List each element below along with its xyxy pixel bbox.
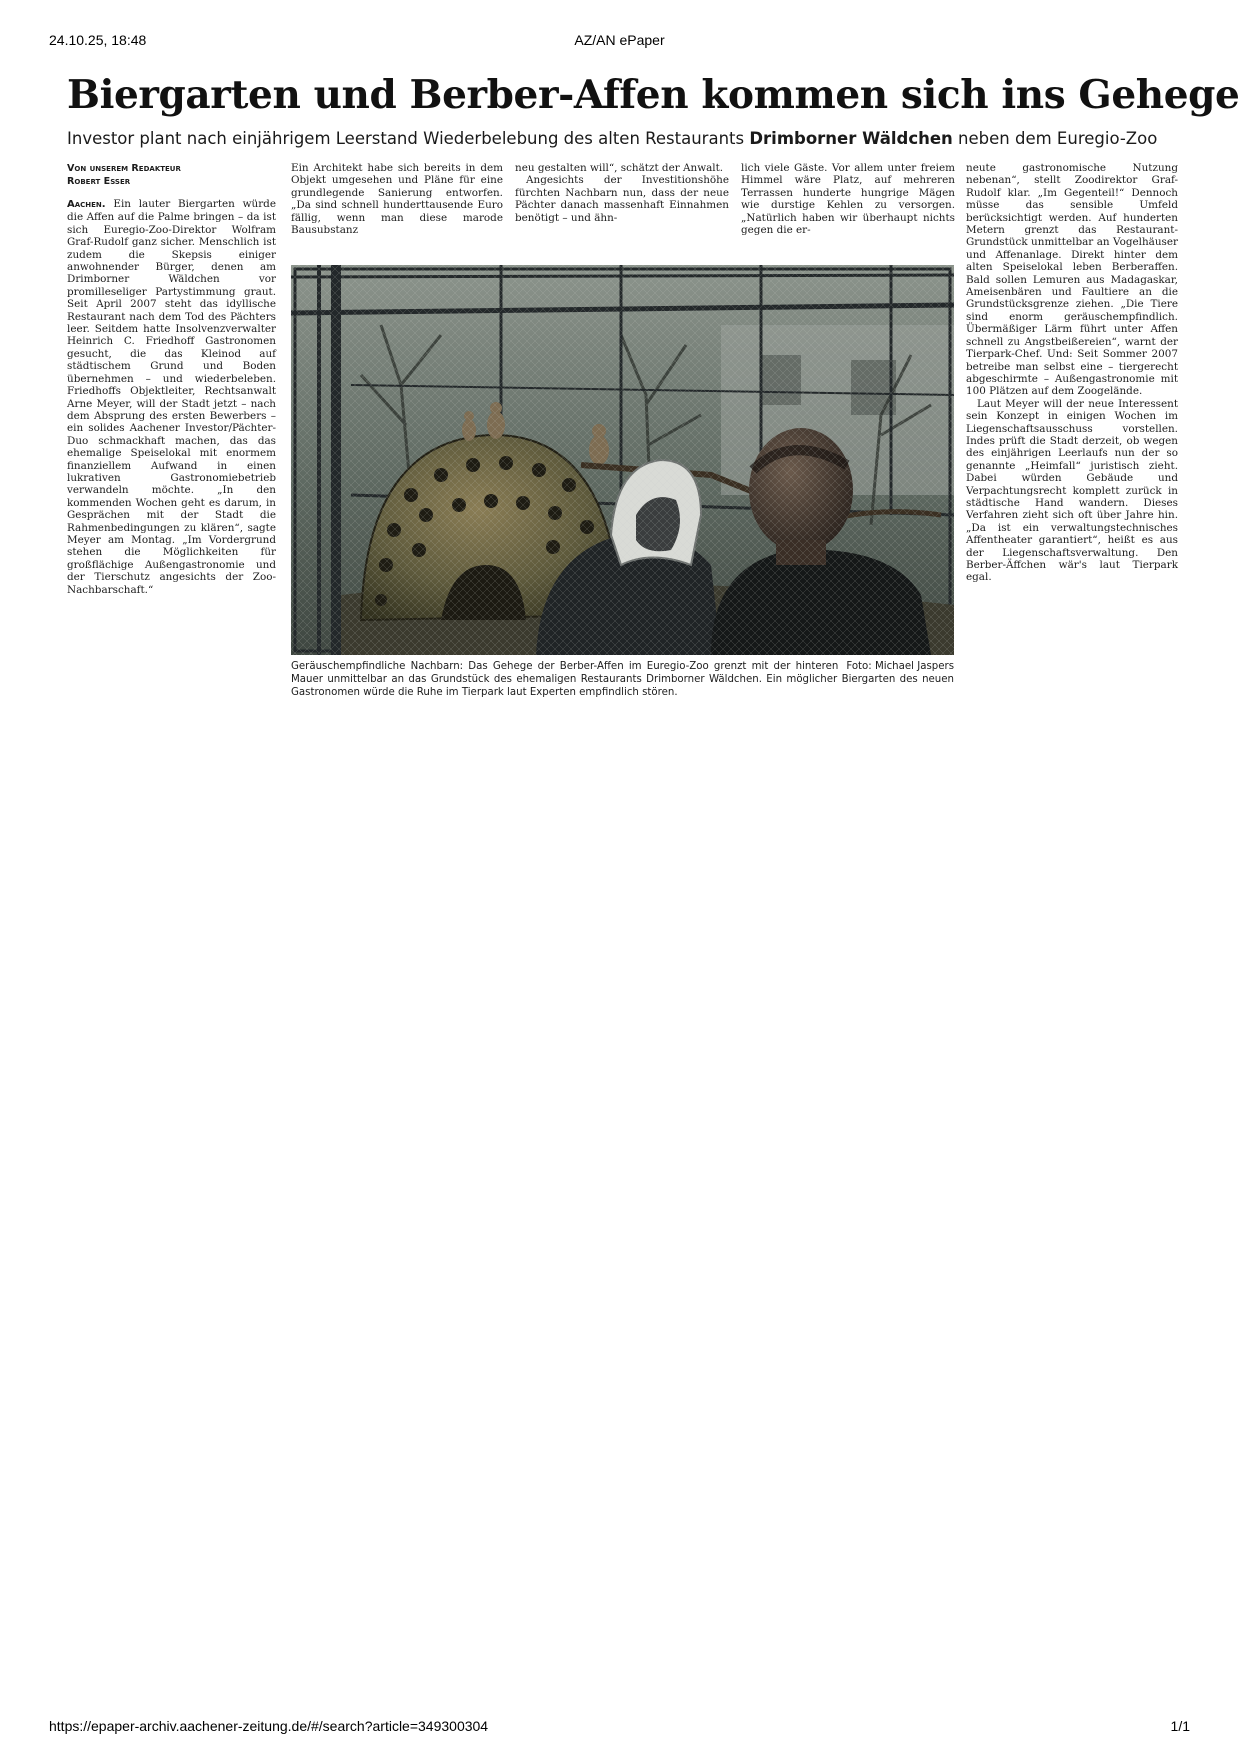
article-subhead	[67, 129, 1157, 148]
print-footer	[49, 1718, 1190, 1738]
print-page-count: 1/1	[1170, 1718, 1190, 1734]
photo-illustration	[291, 265, 954, 655]
print-header	[49, 32, 1190, 52]
column-5-paragraph-2: Laut Meyer will der neue Interessent sein Konzept in einigen Wochen im Liegenschaftsausschuss vorstellen. Indes prüft die Stadt derzeit, ob wegen des einjährigen Leerlaufs nun der so genannte „Heimfall“ juristisch zieht. Dabei würden Gebäude und Verpachtungsrecht komplett zurück in städtische Hand wandern. Dieses Verfahren zieht sich oft über Jahre hin. „Da ist ein verwaltungstechnisches Affentheater garantiert“, heißt es aus der Liegenschaftsverwaltung. Den Berber-Äffchen wär's laut Tierpark egal.	[966, 397, 1178, 584]
article-headline: Biergarten und Berber-Affen kommen sich ins Gehege	[67, 72, 1239, 118]
print-url[interactable]: https://epaper-archiv.aachener-zeitung.de/#/search?article=349300304	[49, 1718, 489, 1734]
article-column-4	[741, 162, 955, 236]
subhead-text-bold: Drimborner Wäldchen	[749, 129, 953, 148]
column-3-paragraph-2: Angesichts der Investitionshöhe fürchten Nachbarn nun, dass der neue Pächter danach massenhaft Einnahmen benötigt – und ähn-	[515, 174, 729, 224]
subhead-text-start: Investor plant nach einjährigem Leerstand Wiederbelebung des alten Restaurants	[67, 129, 750, 148]
column-1-paragraph	[67, 198, 276, 596]
print-datetime: 24.10.25, 18:48	[49, 32, 147, 48]
subhead-text-end: neben dem Euregio-Zoo	[952, 129, 1158, 148]
column-2-paragraph: Ein Architekt habe sich bereits in dem Objekt umgesehen und Pläne für eine grundlegende Sanierung entworfen. „Da sind schnell hunderttausende Euro fällig, wenn man diese marode Bausubstanz	[291, 162, 503, 237]
zoo-enclosure-photo	[291, 265, 954, 655]
article-photo	[291, 265, 954, 655]
article-column-3	[515, 162, 729, 224]
photo-caption-text: Geräuschempfindliche Nachbarn: Das Gehege der Berber-Affen im Euregio-Zoo grenzt mit der hinteren Mauer unmittelbar an das Grundstück des ehemaligen Restaurants Drimborner Wäldchen. Ein möglicher Biergarten des neuen Gastronomen würde die Ruhe im Tierpark laut Experten empfindlich stören.	[291, 661, 954, 698]
byline-role: Von unserem Redakteur	[67, 163, 181, 174]
column-3-paragraph-1: neu gestalten will“, schätzt der Anwalt.	[515, 162, 724, 174]
column-4-paragraph: lich viele Gäste. Vor allem unter freiem Himmel wäre Platz, auf mehreren Terrassen hunderte hungrige Mägen wie durstige Kehlen zu versorgen. „Natürlich haben wir überhaupt nichts gegen die er-	[741, 162, 955, 237]
newspaper-article	[67, 72, 1239, 712]
article-column-1	[67, 162, 276, 596]
byline-author: Robert Esser	[67, 176, 131, 187]
column-5-paragraph-1: neute gastronomische Nutzung nebenan“, stellt Zoodirektor Graf-Rudolf klar. „Im Gegenteil!“ Dennoch müsse das sensible Umfeld berücksichtigt werden. Auf hunderten Metern grenzt das Restaurant-Grundstück unmittelbar an Vogelhäuser und Affenanlage. Direkt hinter dem alten Speiselokal leben Berberaffen. Bald sollen Lemuren aus Madagaskar, Ameisenbären und Faultiere an die Grundstücksgrenze ziehen. „Die Tiere sind enorm geräuschempfindlich. Übermäßiger Lärm führt unter Affen schnell zu Angstbeißereien“, warnt der Tierpark-Chef. Und: Seit Sommer 2007 betreibe man selbst eine – tiergerecht abgeschirmte – Außengastronomie mit 100 Plätzen auf dem Zoogelände.	[966, 162, 1178, 398]
article-column-5	[966, 162, 1178, 584]
photo-caption	[291, 660, 954, 699]
photo-credit: Foto: Michael Jaspers	[846, 661, 954, 672]
article-column-2	[291, 162, 503, 236]
print-site-title: AZ/AN ePaper	[574, 32, 665, 48]
column-1-text: Ein lauter Biergarten würde die Affen auf die Palme bringen – da ist sich Euregio-Zoo-Direktor Wolfram Graf-Rudolf ganz sicher. Menschlich ist zudem die Skepsis einiger anwohnender Bürger, denen am Drimborner Wäldchen vor promilleseliger Partystimmung graut. Seit April 2007 steht das idyllische Restaurant nach dem Tod des Pächters leer. Seitdem hatte Insolvenzverwalter Heinrich C. Friedhoff Gastronomen gesucht, die das Kleinod auf städtischem Grund und Boden übernehmen – und wiederbeleben. Friedhoffs Objektleiter, Rechtsanwalt Arne Meyer, will der Stadt jetzt – nach dem Absprung des ersten Bewerbers – ein solides Aachener Investor/Pächter-Duo schmackhaft machen, das das ehemalige Speiselokal mit enormem finanziellem Aufwand in einen lukrativen Gastronomiebetrieb verwandeln möchte. „In den kommenden Wochen geht es darum, in Gesprächen mit der Stadt die Rahmenbedingungen zu klären“, sagte Meyer am Montag. „Im Vordergrund stehen die Möglichkeiten für großflächige Außengastronomie und der Tierschutz angesichts der Zoo-Nachbarschaft.“	[67, 198, 276, 596]
dateline: Aachen.	[67, 199, 106, 210]
byline	[67, 162, 276, 188]
